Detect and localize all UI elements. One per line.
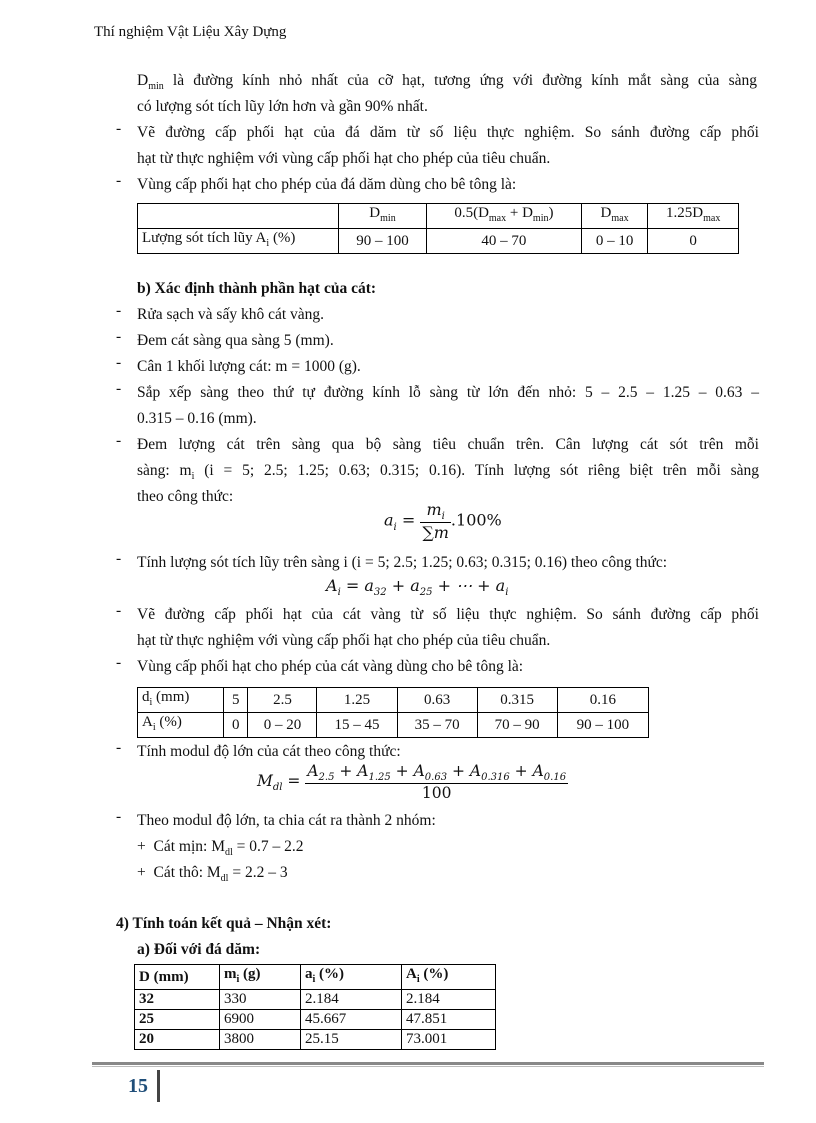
paragraph: Đem cát sàng qua sàng 5 (mm). — [137, 332, 334, 349]
bullet-dash: - — [116, 654, 122, 671]
table-cell: $d_i$ (mm) — [138, 688, 224, 713]
table-row — [135, 965, 496, 990]
bullet-dash: - — [116, 602, 122, 619]
paragraph: Đem lượng cát trên sàng qua bộ sàng tiêu chuẩn trên. Cân lượng cát sót trên mỗi — [137, 436, 759, 453]
paragraph: Cân 1 khối lượng cát: m = 1000 (g). — [137, 358, 361, 375]
section-heading: 4) Tính toán kết quả – Nhận xét: — [116, 915, 332, 932]
table-cell — [138, 204, 339, 229]
table-cell: $D_{min}$ — [339, 204, 427, 229]
bullet-dash: - — [116, 550, 122, 567]
table-cell: $0.5(D_{max} + D_{min})$ — [427, 204, 582, 229]
bullet-dash: - — [116, 120, 122, 137]
table-cell: 73.001 — [402, 1030, 496, 1050]
table-results — [134, 964, 496, 1050]
table-cell: $D_{max}$ — [581, 204, 648, 229]
footer-rule — [92, 1062, 764, 1065]
paragraph: Vùng cấp phối hạt cho phép của cát vàng dùng cho bê tông là: — [137, 658, 524, 675]
table-sand-grading — [137, 687, 649, 738]
table-row — [138, 229, 739, 254]
table-cell: 15 – 45 — [317, 713, 397, 738]
table-cell: 3800 — [220, 1030, 301, 1050]
table-cell: 0.315 — [477, 688, 557, 713]
footer-rule-thin — [92, 1066, 764, 1067]
paragraph: 0.315 – 0.16 (mm). — [137, 410, 257, 427]
table-aggregate-grading — [137, 203, 739, 254]
table-cell: 90 – 100 — [339, 229, 427, 254]
bullet-dash: - — [116, 354, 122, 371]
formula-modulus: $M_{dl}$ = $\frac{A_{2.5} + A_{1.25} + A_{0.63} + A_{0.316} + A_{0.16}}{100}$ — [257, 762, 567, 803]
table-cell: 0 — [224, 713, 248, 738]
paragraph: Vẽ đường cấp phối hạt của đá dăm từ số liệu thực nghiệm. So sánh đường cấp phối — [137, 124, 759, 141]
group-item: + Cát mịn: $M_{dl} = 0.7 - 2.2$ — [137, 838, 304, 859]
table-cell: 2.184 — [402, 990, 496, 1010]
table-cell: 0 – 10 — [581, 229, 648, 254]
table-row — [135, 1030, 496, 1050]
page-number-divider — [157, 1070, 160, 1102]
subsection-heading: a) Đối với đá dăm: — [137, 941, 261, 958]
paragraph: hạt từ thực nghiệm với vùng cấp phối hạt cho phép của tiêu chuẩn. — [137, 150, 551, 167]
table-row — [135, 990, 496, 1010]
paragraph: Sắp xếp sàng theo thứ tự đường kính lỗ sàng từ lớn đến nhỏ: 5 – 2.5 – 1.25 – 0.63 – — [137, 384, 759, 401]
bullet-dash: - — [116, 432, 122, 449]
intro-line-1: $D_{min}$ là đường kính nhỏ nhất của cỡ hạt, tương ứng với đường kính mắt sàng của sàng — [137, 72, 757, 93]
table-header-cell: $a_i$ (%) — [301, 965, 402, 990]
table-row — [138, 204, 739, 229]
table-cell: 20 — [135, 1030, 220, 1050]
formula-ai: $a_i$ = $\frac{m_i}{\sum m}$ .100% — [384, 500, 502, 543]
table-cell: 2.184 — [301, 990, 402, 1010]
page-number: 15 — [128, 1075, 148, 1097]
table-row — [138, 688, 649, 713]
table-cell: 35 – 70 — [397, 713, 477, 738]
table-cell: 0 – 20 — [248, 713, 317, 738]
bullet-dash: - — [116, 302, 122, 319]
table-cell: 0.63 — [397, 688, 477, 713]
table-cell: Lượng sót tích lũy $A_i$ (%) — [138, 229, 339, 254]
table-cell: $1.25D_{max}$ — [648, 204, 739, 229]
table-cell: 6900 — [220, 1010, 301, 1030]
paragraph: hạt từ thực nghiệm với vùng cấp phối hạt cho phép của tiêu chuẩn. — [137, 632, 551, 649]
table-cell: 70 – 90 — [477, 713, 557, 738]
table-cell: 1.25 — [317, 688, 397, 713]
table-cell: 32 — [135, 990, 220, 1010]
paragraph: Rửa sạch và sấy khô cát vàng. — [137, 306, 325, 323]
paragraph: Theo modul độ lớn, ta chia cát ra thành 2 nhóm: — [137, 812, 436, 829]
table-cell: 45.667 — [301, 1010, 402, 1030]
table-header-cell: $m_i$ (g) — [220, 965, 301, 990]
table-cell: 2.5 — [248, 688, 317, 713]
group-item: + Cát thô: $M_{dl} = 2.2 - 3$ — [137, 864, 288, 885]
table-cell: 25.15 — [301, 1030, 402, 1050]
intro-line-2: có lượng sót tích lũy lớn hơn và gần 90% nhất. — [137, 98, 428, 115]
table-header-cell: $A_i$ (%) — [402, 965, 496, 990]
paragraph: theo công thức: — [137, 488, 234, 505]
bullet-dash: - — [116, 739, 122, 756]
running-header: Thí nghiệm Vật Liệu Xây Dựng — [94, 24, 287, 40]
table-cell: 40 – 70 — [427, 229, 582, 254]
table-header-cell: D (mm) — [135, 965, 220, 990]
paragraph: sàng: $m_i$ (i = 5; 2.5; 1.25; 0.63; 0.315; 0.16). Tính lượng sót riêng biệt trên mỗi sàng — [137, 462, 759, 483]
table-row — [135, 1010, 496, 1030]
table-cell: 330 — [220, 990, 301, 1010]
table-cell: 0 — [648, 229, 739, 254]
table-cell: 90 – 100 — [557, 713, 648, 738]
paragraph: Vùng cấp phối hạt cho phép của đá dăm dùng cho bê tông là: — [137, 176, 517, 193]
paragraph: Tính lượng sót tích lũy trên sàng i (i = 5; 2.5; 1.25; 0.63; 0.315; 0.16) theo công thức: — [137, 554, 668, 571]
paragraph: Tính modul độ lớn của cát theo công thức: — [137, 743, 401, 760]
bullet-dash: - — [116, 808, 122, 825]
paragraph: Vẽ đường cấp phối hạt của cát vàng từ số liệu thực nghiệm. So sánh đường cấp phối — [137, 606, 759, 623]
table-row — [138, 713, 649, 738]
bullet-dash: - — [116, 328, 122, 345]
table-cell: $A_i$ (%) — [138, 713, 224, 738]
table-cell: 5 — [224, 688, 248, 713]
formula-Ai: $A_i = a_{32} + a_{25}$ + ⋯ + $a_i$ — [326, 576, 509, 599]
table-cell: 47.851 — [402, 1010, 496, 1030]
bullet-dash: - — [116, 172, 122, 189]
section-heading: b) Xác định thành phần hạt của cát: — [137, 280, 377, 297]
table-cell: 0.16 — [557, 688, 648, 713]
bullet-dash: - — [116, 380, 122, 397]
table-cell: 25 — [135, 1010, 220, 1030]
